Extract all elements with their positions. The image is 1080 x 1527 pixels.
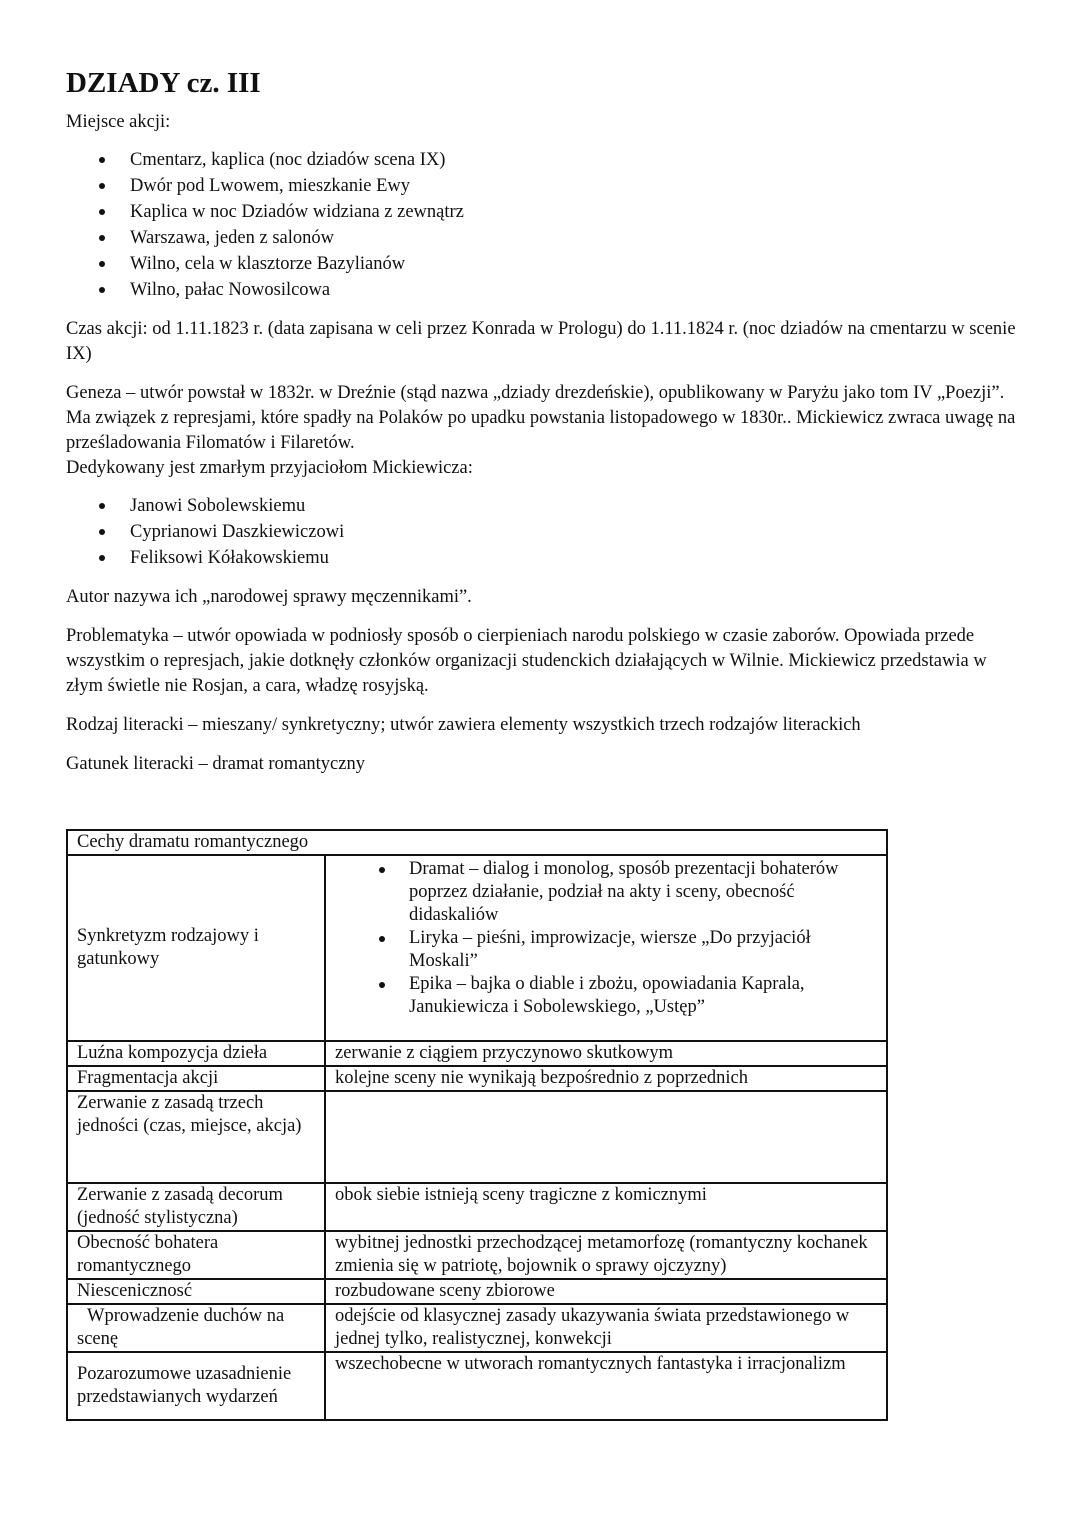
miejsca-list: [66, 147, 1016, 303]
list-item: Feliksowi Kółakowskiemu: [66, 545, 1016, 571]
cechy-table: [66, 829, 888, 1421]
table-row: [67, 1041, 887, 1066]
table-cell-desc: rozbudowane sceny zbiorowe: [325, 1279, 887, 1304]
document-title: DZIADY cz. III: [66, 67, 261, 99]
table-row: [67, 1304, 887, 1352]
list-item: Kaplica w noc Dziadów widziana z zewnątrz: [66, 199, 1016, 225]
list-item: Dwór pod Lwowem, mieszkanie Ewy: [66, 173, 1016, 199]
table-row: [67, 1279, 887, 1304]
list-item: Dramat – dialog i monolog, sposób prezentacji bohaterów poprzez działanie, podział na akty i sceny, obecność didaskaliów: [335, 858, 877, 927]
feature-text: Wprowadzenie duchów na scenę: [77, 1306, 285, 1349]
table-cell-desc: odejście od klasycznej zasady ukazywania świata przedstawionego w jednej tylko, realistycznej, konwekcji: [325, 1304, 887, 1352]
document-page: [66, 66, 1016, 1421]
table-cell-feature: Fragmentacja akcji: [67, 1066, 325, 1091]
geneza-paragraph: [66, 381, 1016, 481]
miejsce-akcji-label: Miejsce akcji:: [66, 112, 171, 132]
przyjaciele-list: [66, 493, 1016, 571]
synkretyzm-list: [335, 858, 877, 1019]
autor-quote: Autor nazywa ich „narodowej sprawy męczennikami”.: [66, 587, 472, 607]
table-cell-feature: Niescenicznosć: [67, 1279, 325, 1304]
geneza-text: Geneza – utwór powstał w 1832r. w Dreźnie (stąd nazwa „dziady drezdeńskie), opublikowany w Paryżu jako tom IV „Poezji”. Ma związek z represjami, które spadły na Polaków po upadku powstania listopadowego w 1830r.. Mickiewicz zwraca uwagę na prześladowania Filomatów i Filaretów.: [66, 383, 1016, 453]
table-cell-desc: obok siebie istnieją sceny tragiczne z komicznymi: [325, 1183, 887, 1231]
list-item: Cmentarz, kaplica (noc dziadów scena IX): [66, 147, 1016, 173]
list-item: Wilno, cela w klasztorze Bazylianów: [66, 251, 1016, 277]
table-row: [67, 1091, 887, 1183]
list-item: Cyprianowi Daszkiewiczowi: [66, 519, 1016, 545]
table-cell-feature: [67, 1304, 325, 1352]
list-item: Liryka – pieśni, improwizacje, wiersze „Do przyjaciół Moskali”: [335, 927, 877, 973]
table-cell-feature: Zerwanie z zasadą trzech jedności (czas, miejsce, akcja): [67, 1091, 325, 1183]
table-header: Cechy dramatu romantycznego: [67, 830, 887, 855]
table-cell-feature: Synkretyzm rodzajowy i gatunkowy: [67, 855, 325, 1041]
table-cell-feature: Zerwanie z zasadą decorum (jedność stylistyczna): [67, 1183, 325, 1231]
table-header-row: [67, 830, 887, 855]
table-row: [67, 1231, 887, 1279]
gatunek-literacki: Gatunek literacki – dramat romantyczny: [66, 754, 365, 774]
table-cell-desc: wszechobecne w utworach romantycznych fantastyka i irracjonalizm: [325, 1352, 887, 1420]
list-item: Warszawa, jeden z salonów: [66, 225, 1016, 251]
problematyka-paragraph: Problematyka – utwór opowiada w podniosły sposób o cierpieniach narodu polskiego w czasie zaborów. Opowiada przede wszystkim o represjach, jakie dotknęły członków organizacji studenckich działających w Wilnie. Mickiewicz przedstawia w złym świetle nie Rosjan, a cara, władzę rosyjską.: [66, 626, 987, 696]
table-cell-feature: Obecność bohatera romantycznego: [67, 1231, 325, 1279]
table-cell-desc: [325, 855, 887, 1041]
table-row: [67, 1066, 887, 1091]
table-cell-desc: zerwanie z ciągiem przyczynowo skutkowym: [325, 1041, 887, 1066]
table-cell-feature: Luźna kompozycja dzieła: [67, 1041, 325, 1066]
list-item: Wilno, pałac Nowosilcowa: [66, 277, 1016, 303]
rodzaj-literacki: Rodzaj literacki – mieszany/ synkretyczny; utwór zawiera elementy wszystkich trzech rodzajów literackich: [66, 715, 861, 735]
dedykacja-text: Dedykowany jest zmarłym przyjaciołom Mickiewicza:: [66, 458, 473, 478]
list-item: Epika – bajka o diable i zbożu, opowiadania Kaprala, Janukiewicza i Sobolewskiego, „Ustęp”: [335, 973, 877, 1019]
table-cell-desc: wybitnej jednostki przechodzącej metamorfozę (romantyczny kochanek zmienia się w patriotę, bojownik o sprawy ojczyzny): [325, 1231, 887, 1279]
table-row: [67, 1352, 887, 1420]
list-item: Janowi Sobolewskiemu: [66, 493, 1016, 519]
czas-akcji: Czas akcji: od 1.11.1823 r. (data zapisana w celi przez Konrada w Prologu) do 1.11.1824 r. (noc dziadów na cmentarzu w scenie IX): [66, 319, 1016, 364]
table-row: [67, 1183, 887, 1231]
table-cell-desc: [325, 1091, 887, 1183]
table-cell-desc: kolejne sceny nie wynikają bezpośrednio z poprzednich: [325, 1066, 887, 1091]
table-row: [67, 855, 887, 1041]
table-cell-feature: Pozarozumowe uzasadnienie przedstawianych wydarzeń: [67, 1352, 325, 1420]
